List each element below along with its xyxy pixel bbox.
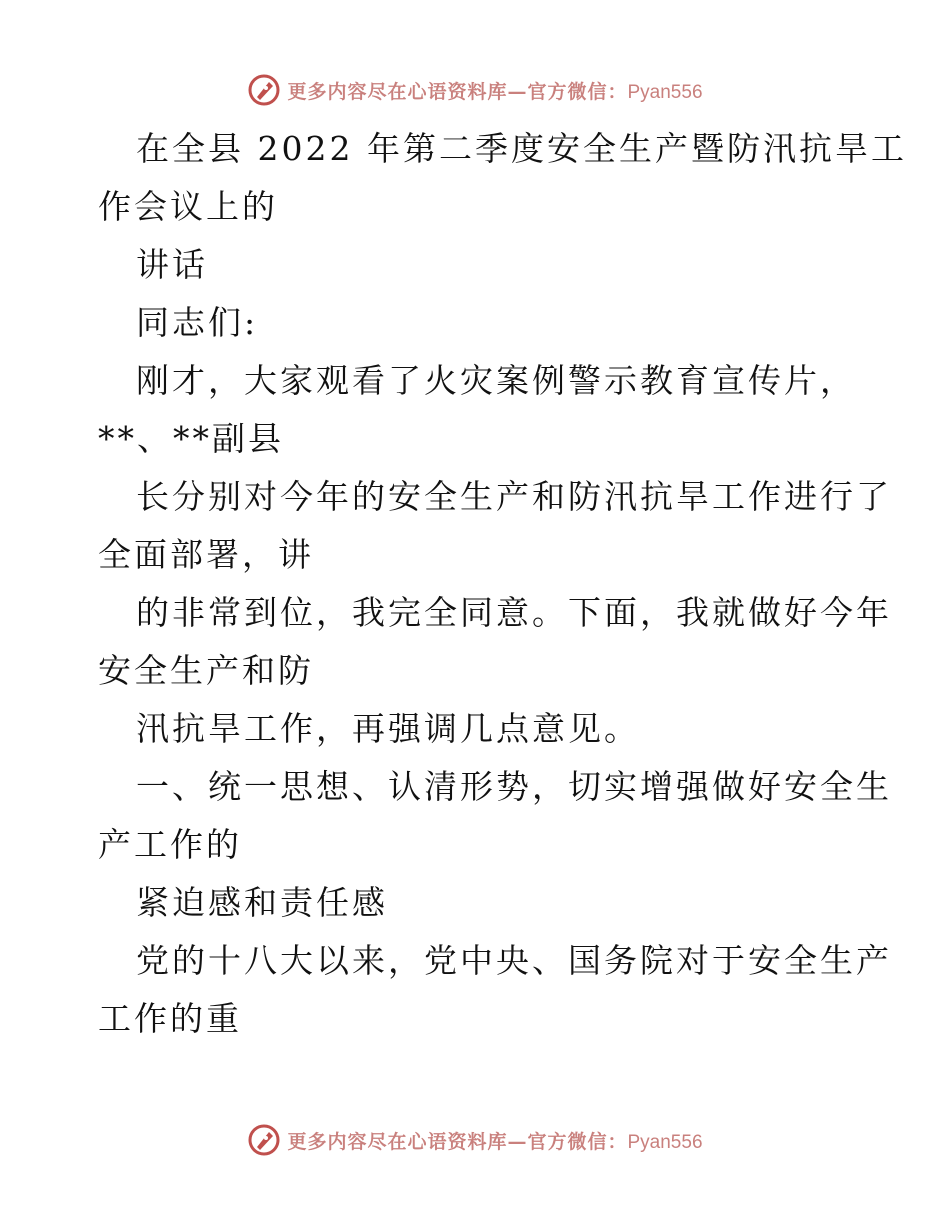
document-line: 同志们: — [136, 303, 259, 342]
document-line: 的非常到位，我完全同意。下面，我就做好今年 — [136, 593, 892, 632]
document-line: 在全县 2022 年第二季度安全生产暨防汛抗旱工 — [136, 129, 907, 168]
document-line: 作会议上的 — [98, 187, 278, 226]
footer-banner-text: 更多内容尽在心语资料库—官方微信：Pyan556 — [287, 1130, 703, 1153]
document-line: 讲话 — [136, 245, 208, 284]
document-line: 工作的重 — [98, 999, 242, 1038]
document-line: **、**副县 — [98, 419, 284, 458]
document-line: 一、统一思想、认清形势，切实增强做好安全生 — [136, 767, 892, 806]
footer-banner — [0, 1120, 950, 1160]
document-line: 汛抗旱工作，再强调几点意见。 — [136, 709, 640, 748]
header-banner-text: 更多内容尽在心语资料库—官方微信：Pyan556 — [287, 80, 703, 103]
document-line: 刚才，大家观看了火灾案例警示教育宣传片， — [136, 361, 856, 400]
pen-nib-logo-icon — [247, 1123, 281, 1157]
document-line: 全面部署，讲 — [98, 535, 314, 574]
document-line: 安全生产和防 — [98, 651, 314, 690]
document-line: 产工作的 — [98, 825, 242, 864]
header-banner — [0, 70, 950, 110]
document-line: 党的十八大以来，党中央、国务院对于安全生产 — [136, 941, 892, 980]
pen-nib-logo-icon — [247, 73, 281, 107]
document-line: 长分别对今年的安全生产和防汛抗旱工作进行了 — [136, 477, 892, 516]
document-line: 紧迫感和责任感 — [136, 883, 388, 922]
